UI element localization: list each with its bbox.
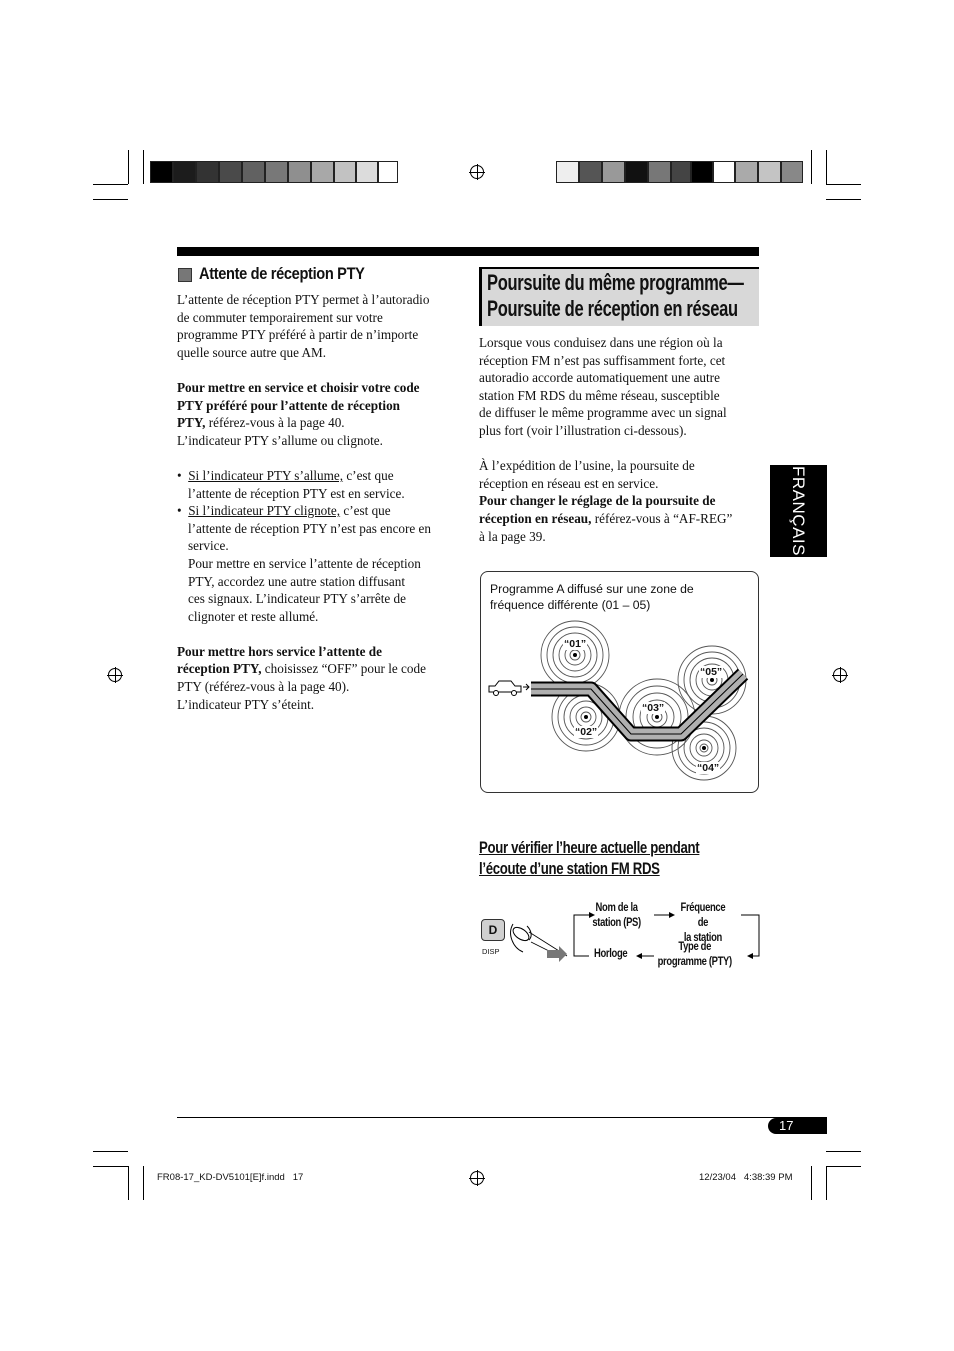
station-label-04: “04” <box>697 762 720 774</box>
flow-clock: Horloge <box>594 948 628 960</box>
clock-heading: Pour vérifier l’heure actuelle pendant l’écoute d’une station FM RDS <box>479 839 700 878</box>
left-heading: Attente de réception PTY <box>199 264 365 283</box>
illustration-drawing <box>481 572 758 792</box>
bullet-blink-line: Pour mettre en service l’attente de réception <box>188 555 421 571</box>
bullet-blink-line: ces signaux. L’indicateur PTY s’arrête de <box>188 591 407 607</box>
disp-diagram <box>479 896 764 976</box>
footer-date: 12/23/04 4:38:39 PM <box>699 1172 793 1183</box>
registration-mark-icon <box>108 668 122 682</box>
bullet-blink-line: PTY, accordez une autre station diffusant <box>188 573 406 589</box>
set-result: L’indicateur PTY s’allume ou clignote. <box>177 432 383 448</box>
off-page-ref: choisissez “OFF” pour le code <box>261 661 426 677</box>
station-label-03: “03” <box>642 702 665 714</box>
intro-line: L’attente de réception PTY permet à l’autoradio <box>177 292 430 307</box>
registration-mark-icon <box>470 165 484 179</box>
change-line: à la page 39. <box>479 528 546 544</box>
car-icon <box>489 681 529 696</box>
flow-frequency: Fréquence de la station <box>680 902 726 944</box>
left-body <box>177 291 462 713</box>
network-illustration <box>480 571 759 793</box>
intro-line: de commuter temporairement sur votre <box>177 309 383 325</box>
intro-line: programme PTY préféré à partir de n’importe <box>177 327 419 343</box>
right-body <box>479 334 764 545</box>
page-number-tab <box>768 1118 827 1134</box>
set-instruction: PTY préféré pour l’attente de réception <box>177 397 401 413</box>
para-line: station FM RDS du même réseau, susceptible <box>479 387 720 403</box>
bullet-blink: • Si l’indicateur PTY clignote, c’est que <box>177 503 391 519</box>
set-instruction: Pour mettre en service et choisir votre code <box>177 379 420 395</box>
factory-default: réception en réseau est en service. <box>479 475 659 491</box>
bullet-blink-line: l’attente de réception PTY n’est pas encore en <box>188 520 432 536</box>
off-line: PTY (référez-vous à la page 40). <box>177 679 350 695</box>
section-square-icon <box>178 268 192 282</box>
registration-mark-icon <box>833 668 847 682</box>
disp-button: D <box>481 919 505 941</box>
para-line: de diffuser le même programme avec un signal <box>479 405 727 421</box>
bullet-blink-line: service. <box>188 538 229 554</box>
language-tab: FRANÇAIS <box>770 465 827 557</box>
flow-station-name: Nom de la station (PS) <box>592 902 641 929</box>
station-label-02: “02” <box>575 726 598 738</box>
flow-program-type: Type de programme (PTY) <box>657 941 732 968</box>
off-line: L’indicateur PTY s’éteint. <box>177 696 315 712</box>
off-instruction: réception PTY, <box>177 661 262 677</box>
bottom-rule <box>177 1117 827 1118</box>
para-line: autoradio accorde automatiquement une autre <box>479 370 720 386</box>
right-title: Poursuite du même programme— Poursuite de réception en réseau <box>487 270 744 321</box>
set-instruction: PTY, <box>177 415 206 431</box>
bullet-lit: • Si l’indicateur PTY s’allume, c’est que <box>177 467 394 483</box>
footer-file: FR08-17_KD-DV5101[E]f.indd 17 <box>157 1172 304 1183</box>
station-label-05: “05” <box>700 666 723 678</box>
intro-line: quelle source autre que AM. <box>177 344 327 360</box>
disp-label: DISP <box>482 947 500 956</box>
change-instruction: réception en réseau, <box>479 510 592 526</box>
registration-mark-icon <box>470 1171 484 1185</box>
bullet-blink-line: clignoter et reste allumé. <box>188 608 319 624</box>
off-instruction: Pour mettre hors service l’attente de <box>177 643 382 659</box>
change-page-ref: référez-vous à “AF-REG” <box>591 510 733 526</box>
para-line: Lorsque vous conduisez dans une région où la <box>479 335 723 350</box>
bullet-lit-line: l’attente de réception PTY est en service. <box>188 485 405 501</box>
change-instruction: Pour changer le réglage de la poursuite de <box>479 493 716 509</box>
station-label-01: “01” <box>564 638 587 650</box>
top-rule <box>177 247 759 256</box>
press-arrow-icon <box>547 946 567 962</box>
factory-default: À l’expédition de l’usine, la poursuite de <box>479 458 695 474</box>
set-page-ref: référez-vous à la page 40. <box>205 415 345 431</box>
para-line: plus fort (voir l’illustration ci-dessous). <box>479 422 687 438</box>
page-number: 17 <box>779 1118 794 1133</box>
illustration-caption: Programme A diffusé sur une zone de fréquence différente (01 – 05) <box>490 582 694 612</box>
para-line: réception FM n’est pas suffisamment forte, cet <box>479 352 726 368</box>
